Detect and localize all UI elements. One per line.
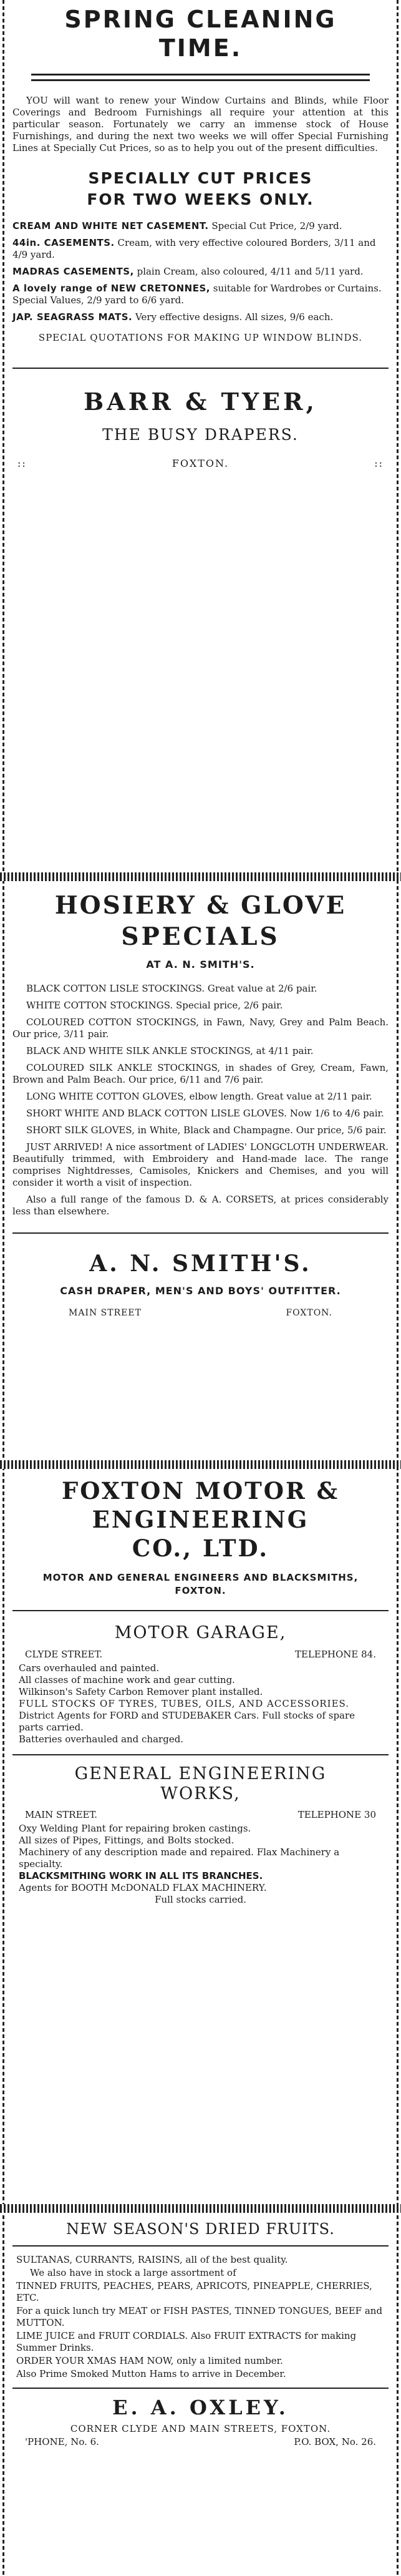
list-item: BLACK AND WHITE SILK ANKLE STOCKINGS, at 4/11 pair. [26,1045,314,1056]
town-name: FOXTON. [286,1308,332,1318]
list-item: All classes of machine work and gear cutting. [19,1674,235,1686]
item-text: Special Cut Price, 2/9 yard. [211,220,342,232]
advert-title-line1: FOXTON MOTOR & [61,1477,339,1505]
works-heading-line1: GENERAL ENGINEERING [74,1764,327,1783]
firm-name: E. A. OXLEY. [112,2396,289,2419]
list-item [12,266,389,278]
ornament: :: [17,457,27,469]
item-lead: MADRAS CASEMENTS, [12,266,134,277]
list-item: Machinery of any description made and repaired. Flax Machinery a specialty. [19,1847,340,1870]
garage-phone: TELEPHONE 84. [294,1649,376,1660]
advert-title: NEW SEASON'S DRIED FRUITS. [66,2220,335,2238]
list-item: We also have in stock a large assortment of [30,2267,236,2278]
column-separator [0,1460,401,1469]
list-item: Oxy Welding Plant for repairing broken castings. [19,1823,251,1834]
town-name: FOXTON. [172,457,229,469]
list-item: District Agents for FORD and STUDEBAKER Cars. Full stocks of spare parts carried. [19,1710,355,1733]
list-item: Also a full range of the famous D. & A. CORSETS, at prices considerably less than elsewhere. [12,1194,389,1217]
works-street: MAIN STREET. [25,1809,98,1820]
motor-engineering-advert [12,1476,389,1906]
item-lead: JAP. SEAGRASS MATS. [12,311,133,323]
firm-tagline: THE BUSY DRAPERS. [102,426,299,444]
divider [12,2245,389,2247]
advert-title-line3: CO., LTD. [132,1534,269,1562]
po-box: P.O. BOX, No. 26. [294,2436,376,2447]
banner-line1: SPECIALLY CUT PRICES [88,169,313,187]
list-item: TINNED FRUITS, PEACHES, PEARS, APRICOTS, PINEAPPLE, CHERRIES, ETC. [16,2280,372,2303]
garage-service-list [12,1662,389,1745]
garage-heading: MOTOR GARAGE, [114,1623,287,1642]
list-item: ORDER YOUR XMAS HAM NOW, only a limited number. [16,2355,283,2366]
address-line [69,1308,332,1318]
hosiery-advert [12,890,389,1318]
left-column-rule [2,0,4,2576]
item-lead: A lovely range of NEW CRETONNES, [12,283,210,294]
list-item: JUST ARRIVED! A nice assortment of LADIES' LONGCLOTH UNDERWEAR. Beautifully trimmed, with Embroidery and Hand-made lace. The range comprises Nightdresses, Camisoles, Knickers and Chemises, and you will consider it worth a visit of inspection. [12,1141,389,1188]
firm-tagline: CASH DRAPER, MEN'S AND BOYS' OUTFITTER. [60,1285,341,1297]
list-item: LONG WHITE COTTON GLOVES, elbow length. Great value at 2/11 pair. [26,1091,372,1102]
works-phone: TELEPHONE 30 [297,1809,376,1820]
list-item [12,237,389,261]
list-item: Wilkinson's Safety Carbon Remover plant installed. [19,1686,263,1697]
list-item [12,311,389,323]
list-item: BLACK COTTON LISLE STOCKINGS. Great value at 2/6 pair. [26,983,317,994]
divider [12,1754,389,1755]
right-column-rule [397,0,399,2576]
item-list [12,983,389,1217]
list-item: Cars overhauled and painted. [19,1662,160,1674]
advert-title-line2: SPECIALS [121,922,280,951]
advert-title-line1: SPRING CLEANING [64,6,337,33]
divider [12,2388,389,2389]
list-item: All sizes of Pipes, Fittings, and Bolts stocked. [19,1835,234,1846]
list-item: For a quick lunch try MEAT or FISH PASTES, TINNED TONGUES, BEEF and MUTTON. [16,2305,383,2328]
list-item: Also Prime Smoked Mutton Hams to arrive in December. [16,2368,286,2379]
garage-street: CLYDE STREET. [25,1649,103,1660]
works-contact-line [25,1809,376,1820]
list-item: Batteries overhauled and charged. [19,1734,184,1745]
intro-paragraph: YOU will want to renew your Window Curtains and Blinds, while Floor Coverings and Bedroom Furnishings all require your attention at this particular season. Fortunately we carry an immense stock of House Furnishings, and during the next two weeks we will offer Special Furnishing Lines at Specially Cut Prices, so as to help you out of the present difficulties. [12,95,389,154]
garage-contact-line [25,1649,376,1660]
item-text: suitable for Wardrobes or Curtains. Special Values, 2/9 yard to 6/6 yard. [12,283,382,306]
list-item: COLOURED SILK ANKLE STOCKINGS, in shades of Grey, Cream, Fawn, Brown and Palm Beach. Our price, 6/11 and 7/6 pair. [12,1062,389,1085]
list-item [12,220,389,232]
list-item: Full stocks carried. [155,1894,246,1905]
banner-line2: FOR TWO WEEKS ONLY. [87,190,314,208]
item-text: Very effective designs. All sizes, 9/6 each. [135,311,334,323]
list-item: WHITE COTTON STOCKINGS. Special price, 2/6 pair. [26,1000,283,1011]
item-lead: 44in. CASEMENTS. [12,237,115,248]
at-line: AT A. N. SMITH'S. [146,959,255,970]
list-item [12,283,389,306]
advert-subtitle: MOTOR AND GENERAL ENGINEERS AND BLACKSMITHS, FOXTON. [42,1572,359,1596]
column-separator [0,872,401,881]
list-item: SULTANAS, CURRANTS, RAISINS, all of the best quality. [16,2254,288,2265]
quotations-note: SPECIAL QUOTATIONS FOR MAKING UP WINDOW BLINDS. [38,332,363,343]
item-text: Cream, with very effective coloured Borders, 3/11 and 4/9 yard. [12,237,376,260]
item-text: plain Cream, also coloured, 4/11 and 5/11 yard. [137,266,364,277]
phone-number: 'PHONE, No. 6. [25,2436,99,2447]
divider [12,1610,389,1611]
contact-line [25,2436,376,2447]
list-item: BLACKSMITHING WORK IN ALL ITS BRANCHES. [19,1870,263,1881]
divider [31,74,370,81]
firm-name: A. N. SMITH'S. [89,1251,312,1277]
divider [12,368,389,369]
item-list [12,220,389,323]
list-item: COLOURED COTTON STOCKINGS, in Fawn, Navy, Grey and Palm Beach. Our price, 3/11 pair. [12,1017,389,1040]
item-lead: CREAM AND WHITE NET CASEMENT. [12,220,209,232]
column-separator [0,2204,401,2213]
ornament: :: [374,457,384,469]
advert-title-line2: ENGINEERING [92,1506,309,1533]
town-line [17,457,384,469]
advert-title-line2: TIME. [158,34,243,62]
works-heading-line2: WORKS, [160,1784,241,1803]
street-name: MAIN STREET [69,1308,142,1318]
list-item: SHORT WHITE AND BLACK COTTON LISLE GLOVES. Now 1/6 to 4/6 pair. [26,1108,384,1119]
list-item: LIME JUICE and FRUIT CORDIALS. Also FRUIT EXTRACTS for making Summer Drinks. [16,2330,357,2353]
list-item: FULL STOCKS OF TYRES, TUBES, OILS, AND ACCESSORIES. [19,1698,350,1709]
spring-cleaning-advert [12,5,389,469]
list-item: Agents for BOOTH McDONALD FLAX MACHINERY. [19,1882,267,1893]
advert-title-line1: HOSIERY & GLOVE [54,891,347,920]
firm-name: BARR & TYER, [84,388,317,416]
dried-fruits-advert [12,2219,389,2447]
divider [12,1232,389,1234]
works-service-list [12,1823,389,1906]
item-list [12,2254,389,2380]
list-item: SHORT SILK GLOVES, in White, Black and Champagne. Our price, 5/6 pair. [26,1125,387,1136]
firm-address: CORNER CLYDE AND MAIN STREETS, FOXTON. [70,2423,331,2434]
